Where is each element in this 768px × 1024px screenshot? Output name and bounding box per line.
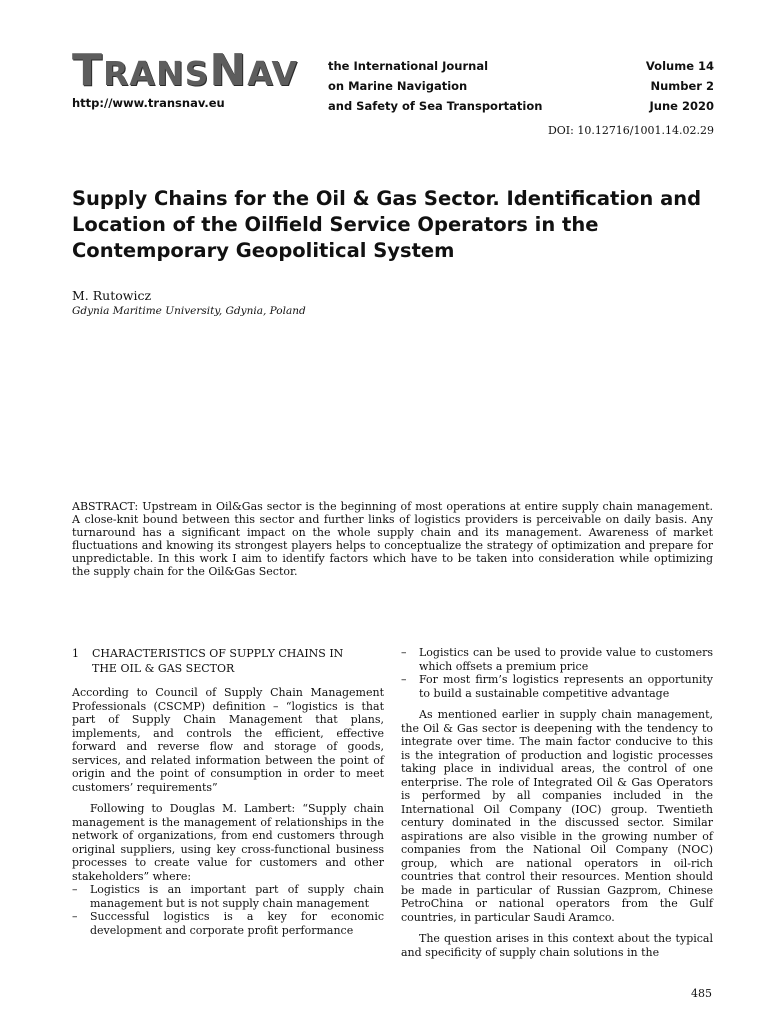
list-item <box>401 673 713 700</box>
list-item <box>401 646 713 673</box>
section-number: 1 <box>72 647 79 660</box>
section-heading-line: THE OIL & GAS SECTOR <box>92 662 235 675</box>
journal-name <box>328 56 542 116</box>
logo-letter: T <box>72 45 104 96</box>
bullet-list <box>401 646 713 700</box>
abstract: ABSTRACT: Upstream in Oil&Gas sector is the beginning of most operations at entire supply chain management. A close-knit bound between this sector and further links of logistics providers is perceivable on daily basis. Any turnaround has a significant impact on the whole supply chain and its management. Awareness of market fluctuations and knowing its strongest players helps to conceptualize the strategy of optimization and prepare for unpredictable. In this work I aim to identify factors which have to be taken into consideration while optimizing the supply chain for the Oil&Gas Sector. <box>72 500 713 578</box>
number-label: Number 2 <box>650 79 714 93</box>
list-item-text: Logistics is an important part of supply chain management but is not supply chain management <box>90 883 384 910</box>
list-item-text: Successful logistics is a key for economic development and corporate profit performance <box>90 910 384 937</box>
paragraph: According to Council of Supply Chain Management Professionals (CSCMP) definition – “logistics is that part of Supply Chain Management that plans, implements, and controls the efficient, effective forward and reverse flow and storage of goods, services, and related information between the point of origin and the point of consumption in order to meet customers’ requirements” <box>72 686 384 794</box>
paper-title: Supply Chains for the Oil & Gas Sector. Identification and Location of the Oilfield Service Operators in the Contemporary Geopolitical System <box>72 187 702 262</box>
list-item-text: Logistics can be used to provide value to customers which offsets a premium price <box>419 646 713 673</box>
paragraph: The question arises in this context about the typical and specificity of supply chain solutions in the <box>401 932 713 959</box>
logo-letter: N <box>209 45 248 96</box>
list-dash: – <box>72 883 78 896</box>
section-heading <box>72 646 384 676</box>
list-dash: – <box>401 646 407 659</box>
journal-name-line: the International Journal <box>328 59 489 73</box>
list-dash: – <box>401 673 407 686</box>
issue-info <box>646 56 714 116</box>
bullet-list <box>72 883 384 937</box>
logo-letters: RANS <box>103 54 210 93</box>
list-item-text: For most firm’s logistics represents an opportunity to build a sustainable competitive advantage <box>419 673 713 700</box>
journal-url[interactable]: http://www.transnav.eu <box>72 96 225 110</box>
issue-date: June 2020 <box>649 99 714 113</box>
list-item <box>72 883 384 910</box>
right-column <box>401 646 713 959</box>
section-heading-text <box>92 646 343 676</box>
page-number: 485 <box>691 987 712 1000</box>
list-dash: – <box>72 910 78 923</box>
left-column <box>72 646 384 937</box>
author-name: M. Rutowicz <box>72 288 152 303</box>
journal-name-line: and Safety of Sea Transportation <box>328 99 543 113</box>
journal-logo <box>72 46 327 96</box>
list-item <box>72 910 384 937</box>
doi[interactable]: DOI: 10.12716/1001.14.02.29 <box>547 124 714 137</box>
logo-letters: AV <box>247 54 299 93</box>
paragraph: As mentioned earlier in supply chain management, the Oil & Gas sector is deepening with the tendency to integrate over time. The main factor conducive to this is the integration of production and logistic processes taking place in individual areas, the control of one enterprise. The role of Integrated Oil & Gas Operators is performed by all companies included in the International Oil Company (IOC) group. Twentieth century dominated in the discussed sector. Similar aspirations are also visible in the growing number of companies from the National Oil Company (NOC) group, which are national operators in oil-rich countries that control their resources. Mention should be made in particular of Russian Gazprom, Chinese PetroChina or national operators from the Gulf countries, in particular Saudi Aramco. <box>401 708 713 924</box>
author-affiliation: Gdynia Maritime University, Gdynia, Poland <box>72 305 306 317</box>
paragraph: Following to Douglas M. Lambert: “Supply chain management is the management of relationships in the network of organizations, from end customers through original suppliers, using key cross-functional business processes to create value for customers and other stakeholders” where: <box>72 802 384 883</box>
journal-name-line: on Marine Navigation <box>328 79 468 93</box>
section-heading-line: CHARACTERISTICS OF SUPPLY CHAINS IN <box>92 647 344 660</box>
volume-label: Volume 14 <box>645 59 714 73</box>
